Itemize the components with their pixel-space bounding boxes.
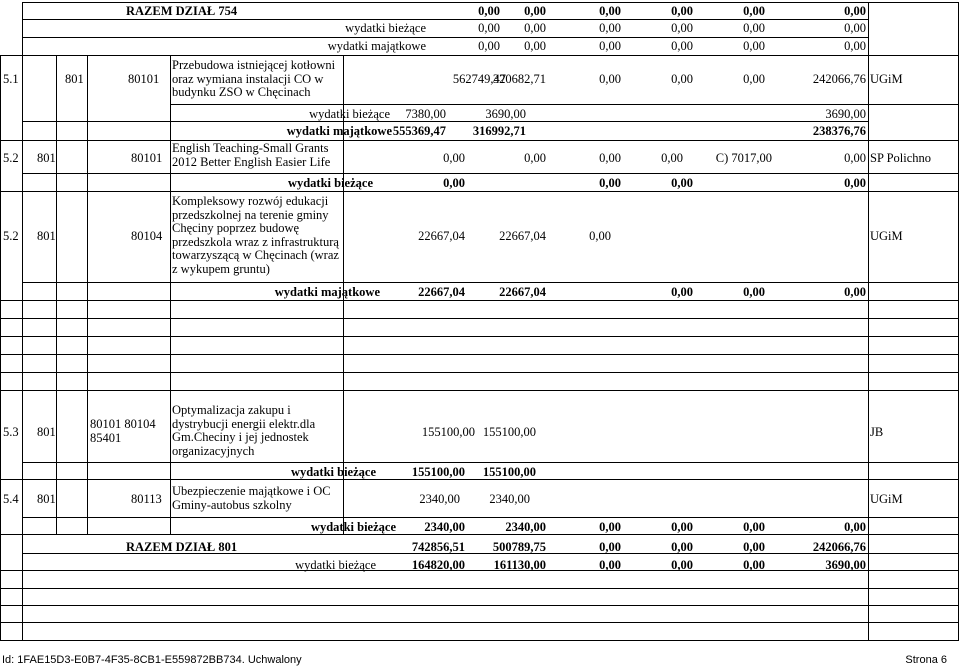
cell-value: 161130,00 [493, 558, 546, 572]
cell-value: 0,00 [599, 151, 621, 165]
project-name: Ubezpieczenie majątkowe i OC Gminy-autobus szkolny [172, 484, 331, 512]
cell-value: 3690,00 [825, 107, 866, 121]
cell-value: 0,00 [844, 151, 866, 165]
cell-value: 242066,76 [812, 540, 866, 554]
dzial-code: 801 [65, 72, 84, 86]
cell-value: 0,00 [599, 21, 621, 35]
cell-value: 0,00 [661, 151, 683, 165]
cell-value: 742856,51 [411, 540, 465, 554]
cell-value: 0,00 [743, 540, 765, 554]
cell-value: 0,00 [743, 4, 765, 18]
cell-value: 238376,76 [812, 124, 866, 138]
unit-label: SP Polichno [870, 151, 932, 165]
cell-value: 22667,04 [418, 229, 465, 243]
rozdzial-code: 80113 [131, 492, 162, 506]
cell-value: 0,00 [671, 39, 693, 53]
cell-value: 0,00 [599, 39, 621, 53]
cell-value: C) 7017,00 [715, 151, 772, 165]
dzial-code: 801 [37, 229, 56, 243]
rozdzial-code: 80104 [131, 229, 163, 243]
cell-value: 0,00 [844, 176, 866, 190]
cell-value: 0,00 [844, 4, 866, 18]
cell-value: 0,00 [671, 558, 693, 572]
lp-number: 5.4 [3, 492, 19, 506]
cell-value: 0,00 [743, 558, 765, 572]
cell-value: 155100,00 [482, 465, 536, 479]
row-label: wydatki bieżące [290, 465, 376, 479]
cell-value: 0,00 [478, 39, 500, 53]
cell-value: 320682,71 [492, 72, 546, 86]
cell-value: 0,00 [478, 4, 500, 18]
cell-value: 0,00 [844, 39, 866, 53]
cell-value: 0,00 [443, 151, 465, 165]
row-label: wydatki bieżące [295, 558, 376, 572]
cell-value: 0,00 [671, 72, 693, 86]
project-name: Przebudowa istniejącej kotłowni oraz wymiana instalacji CO w budynku ZSO w Chęcinach [172, 58, 336, 100]
cell-value: 242066,76 [812, 72, 866, 86]
lp-number: 5.2 [3, 151, 19, 165]
cell-value: 3690,00 [825, 558, 866, 572]
cell-value: 22667,04 [499, 229, 546, 243]
cell-value: 22667,04 [499, 285, 546, 299]
cell-value: 2340,00 [424, 520, 465, 534]
cell-value: 0,00 [599, 520, 621, 534]
cell-value: 0,00 [671, 540, 693, 554]
cell-value: 2340,00 [489, 492, 530, 506]
row-label: wydatki majątkowe [327, 39, 426, 53]
dzial-code: 801 [37, 151, 56, 165]
cell-value: 0,00 [599, 176, 621, 190]
row-label: wydatki bieżące [309, 107, 390, 121]
cell-value: 7380,00 [405, 107, 446, 121]
cell-value: 0,00 [671, 520, 693, 534]
lp-number: 5.2 [3, 229, 19, 243]
cell-value: 0,00 [524, 151, 546, 165]
row-label: wydatki bieżące [345, 21, 426, 35]
rozdzial-code: 80101 [131, 151, 163, 165]
cell-value: 0,00 [844, 21, 866, 35]
cell-value: 316992,71 [472, 124, 526, 138]
cell-value: 0,00 [743, 21, 765, 35]
cell-value: 500789,75 [492, 540, 546, 554]
cell-value: 0,00 [524, 4, 546, 18]
cell-value: 0,00 [599, 558, 621, 572]
dzial-code: 801 [37, 492, 56, 506]
unit-label: UGiM [870, 72, 903, 86]
page-number: Strona 6 [905, 654, 947, 666]
section-total-label: RAZEM DZIAŁ 801 [126, 540, 238, 554]
cell-value: 22667,04 [418, 285, 465, 299]
cell-value: 0,00 [844, 285, 866, 299]
dzial-code: 801 [37, 425, 56, 439]
unit-label: JB [870, 425, 884, 439]
cell-value: 155100,00 [482, 425, 536, 439]
cell-value: 155100,00 [421, 425, 475, 439]
lp-number: 5.3 [3, 425, 19, 439]
cell-value: 0,00 [478, 21, 500, 35]
unit-label: UGiM [870, 229, 903, 243]
cell-value: 155100,00 [411, 465, 465, 479]
unit-label: UGiM [870, 492, 903, 506]
cell-value: 0,00 [671, 21, 693, 35]
cell-value: 2340,00 [419, 492, 460, 506]
row-label: wydatki bieżące [287, 176, 373, 190]
cell-value: 0,00 [589, 229, 611, 243]
cell-value: 0,00 [743, 520, 765, 534]
cell-value: 0,00 [524, 39, 546, 53]
rozdzial-code: 80101 80104 85401 [90, 417, 156, 445]
cell-value: 0,00 [443, 176, 465, 190]
row-label: wydatki bieżące [310, 520, 396, 534]
cell-value: 0,00 [743, 285, 765, 299]
rozdzial-code: 80101 [128, 72, 160, 86]
project-name: Kompleksowy rozwój edukacji przedszkolnej na terenie gminy Chęciny poprzez budowę przedszkola wraz z infrastrukturą towarzyszącą w Chęcinach (wraz z wykupem gruntu) [172, 194, 339, 276]
project-name: Optymalizacja zakupu i dystrybucji energii elektr.dla Gm.Checiny i jej jednostek organizacyjnych [172, 403, 316, 458]
cell-value: 0,00 [599, 540, 621, 554]
cell-value: 0,00 [671, 4, 693, 18]
cell-value: 164820,00 [411, 558, 465, 572]
project-name: English Teaching-Small Grants 2012 Better English Easier Life [172, 141, 331, 169]
cell-value: 3690,00 [485, 107, 526, 121]
lp-number: 5.1 [3, 72, 19, 86]
section-total-label: RAZEM DZIAŁ 754 [126, 4, 238, 18]
cell-value: 0,00 [524, 21, 546, 35]
cell-value: 555369,47 [392, 124, 446, 138]
cell-value: 0,00 [844, 520, 866, 534]
cell-value: 0,00 [671, 176, 693, 190]
row-label: wydatki majątkowe [274, 285, 380, 299]
document-id: Id: 1FAE15D3-E0B7-4F35-8CB1-E559872BB734. Uchwalony [2, 654, 302, 666]
cell-value: 0,00 [599, 72, 621, 86]
cell-value: 0,00 [599, 4, 621, 18]
cell-value: 2340,00 [505, 520, 546, 534]
cell-value: 0,00 [743, 39, 765, 53]
cell-value: 0,00 [671, 285, 693, 299]
cell-value: 562749,47 [452, 72, 506, 86]
cell-value: 0,00 [743, 72, 765, 86]
row-label: wydatki majątkowe [286, 124, 392, 138]
